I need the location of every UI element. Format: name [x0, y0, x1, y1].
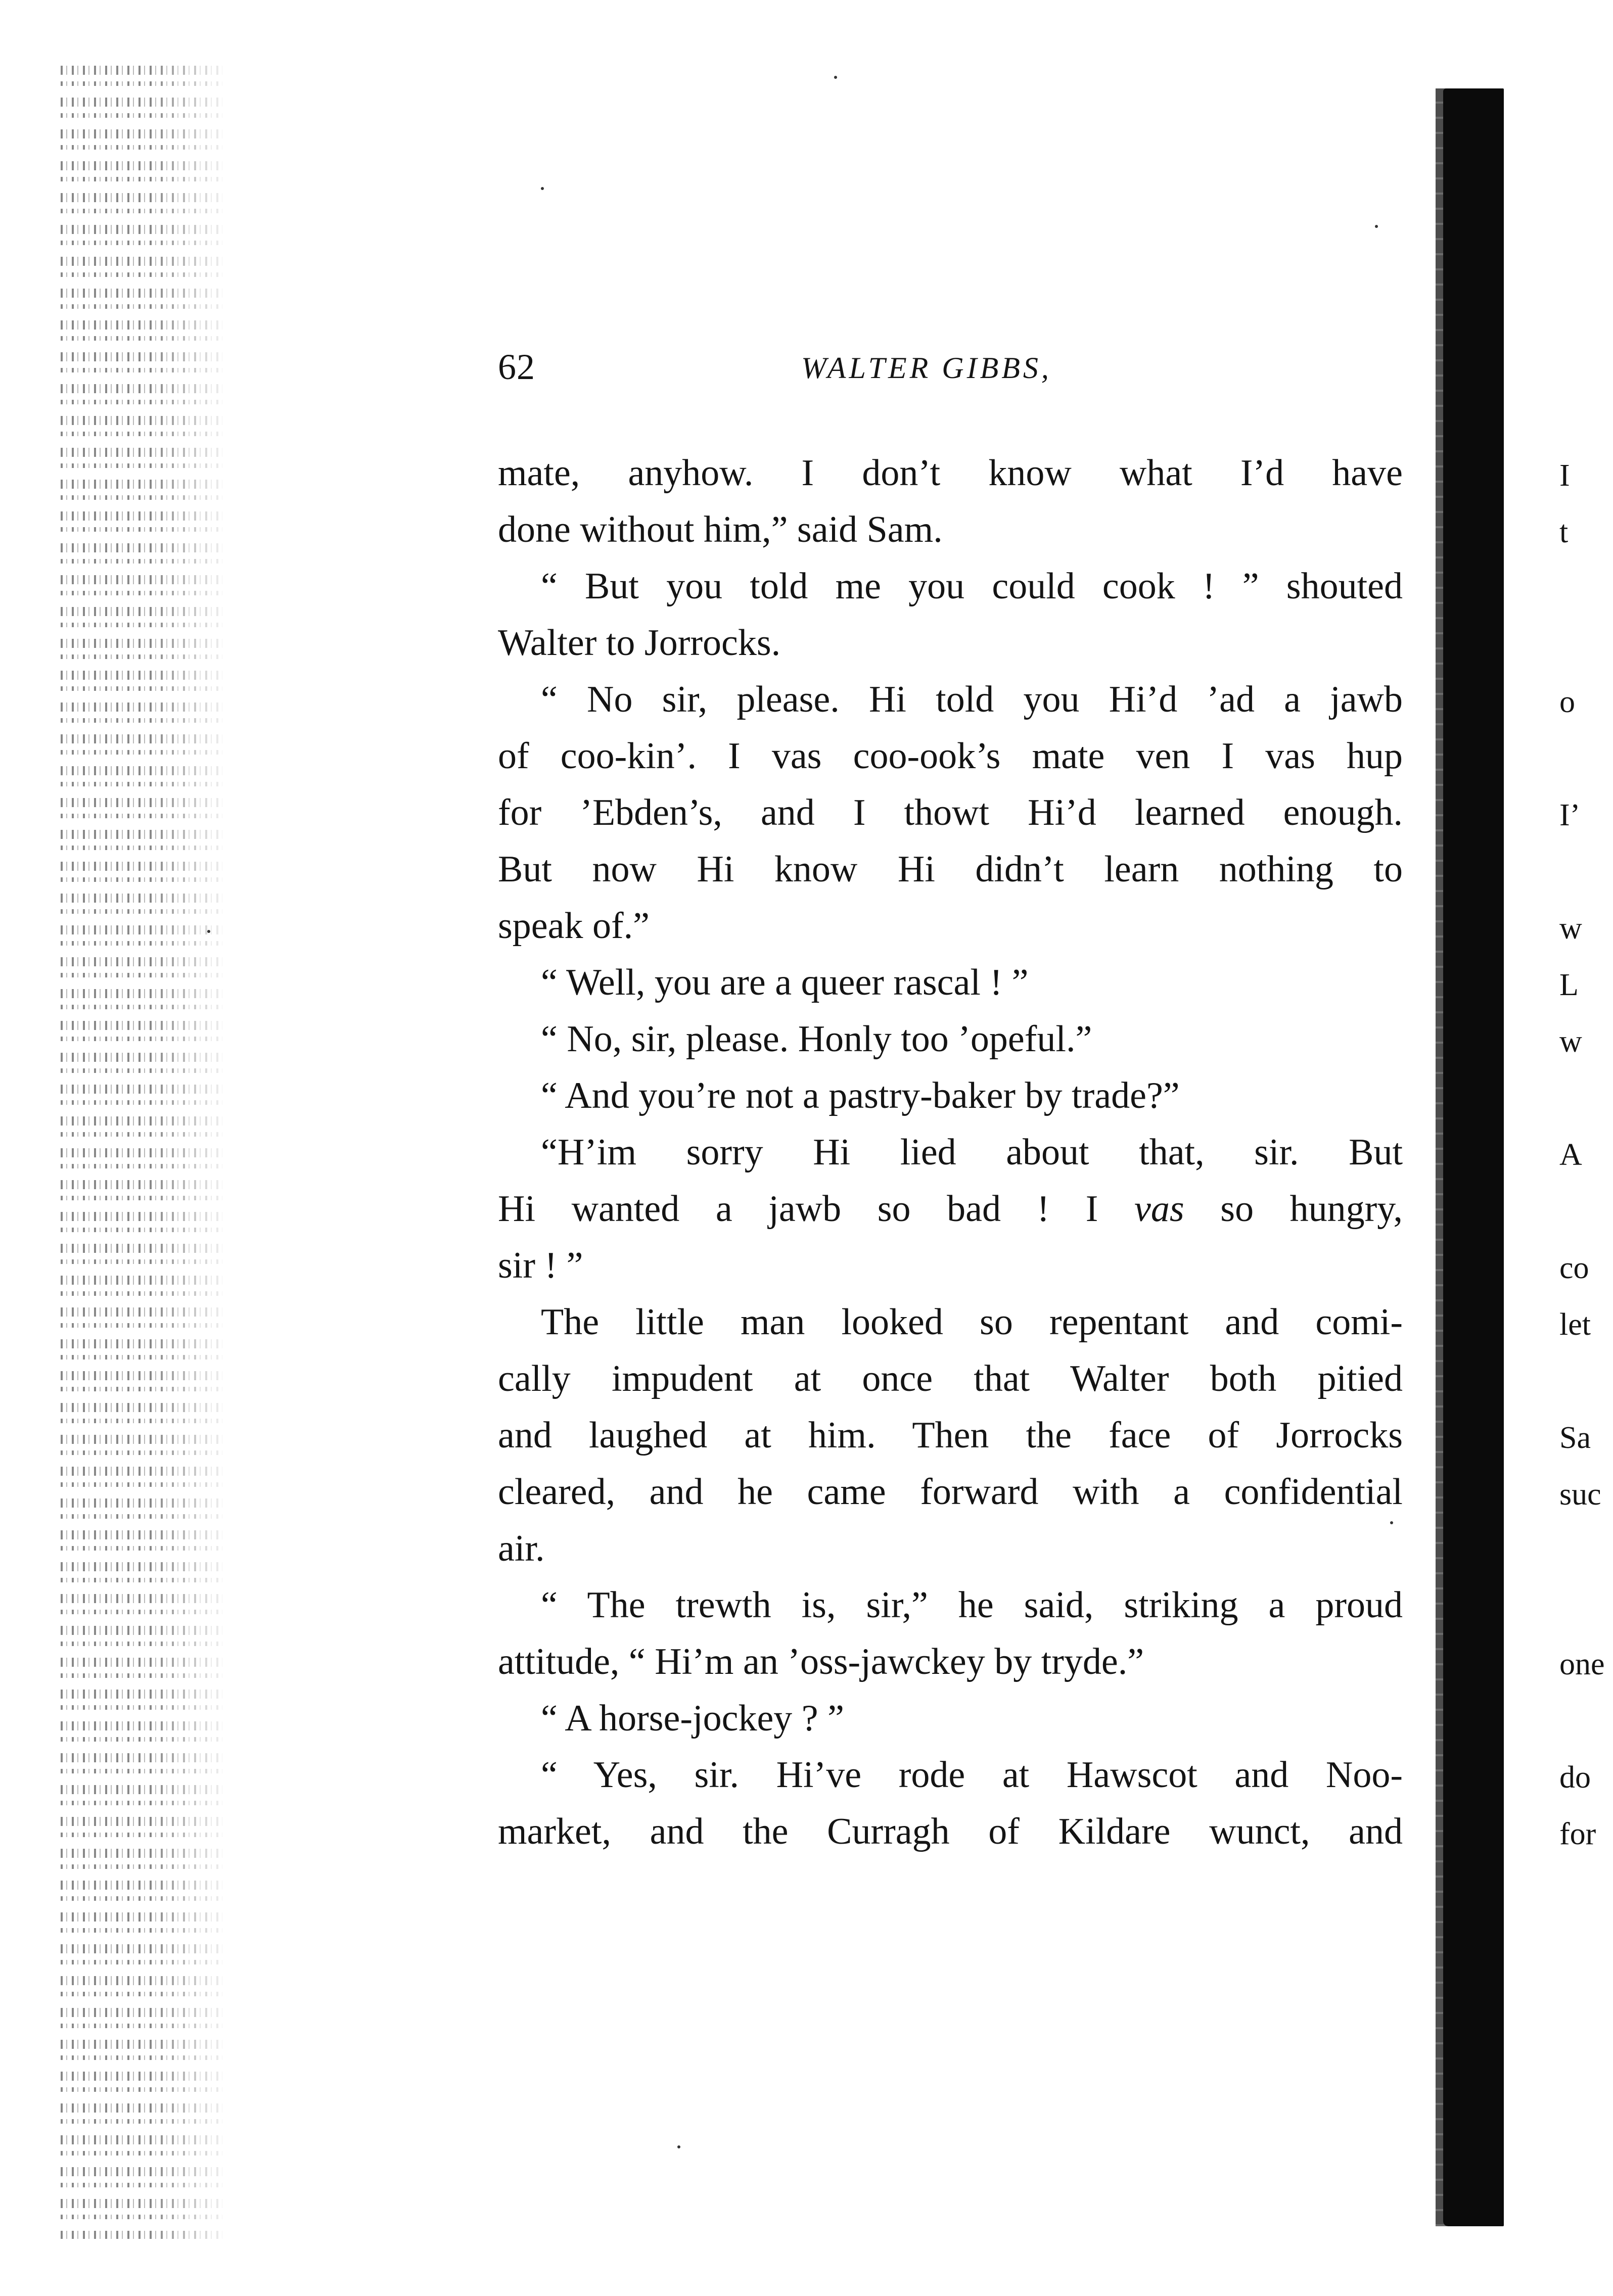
text-line: But now Hi know Hi didn’t learn nothing to — [498, 849, 1403, 890]
text-line: The little man looked so repentant and comi- — [541, 1301, 1403, 1343]
neighbor-fragment: t — [1559, 515, 1569, 549]
neighbor-fragment: Sa — [1559, 1421, 1591, 1455]
neighbor-fragment: w — [1559, 911, 1582, 946]
text-line: market, and the Curragh of Kildare wunct, and — [498, 1811, 1403, 1852]
neighbor-fragment: I — [1559, 458, 1570, 493]
text-line: cally impudent at once that Walter both pitied — [498, 1358, 1403, 1399]
neighbor-fragment: o — [1559, 685, 1575, 719]
text-line: cleared, and he came forward with a confidential — [498, 1471, 1403, 1513]
text-line: speak of.” — [498, 905, 650, 947]
neighbor-fragment: I’ — [1559, 798, 1581, 832]
neighbor-fragment: w — [1559, 1024, 1582, 1059]
left-edge-fade — [152, 66, 233, 2239]
neighbor-fragment: for — [1559, 1817, 1596, 1851]
text-line: done without him,” said Sam. — [498, 509, 943, 550]
text-line: “ A horse-jockey ? ” — [541, 1698, 844, 1739]
neighbor-fragment: one — [1559, 1647, 1605, 1681]
text-line: “H’im sorry Hi lied about that, sir. But — [541, 1132, 1403, 1173]
text-line: “ Yes, sir. Hi’ve rode at Hawscot and Noo- — [541, 1754, 1403, 1796]
right-binding-strip — [1443, 88, 1504, 2226]
text-line: “ The trewth is, sir,” he said, striking a proud — [541, 1584, 1403, 1626]
neighbor-fragment: do — [1559, 1760, 1591, 1795]
neighbor-fragment: let — [1559, 1307, 1591, 1342]
text-line: Walter to Jorrocks. — [498, 622, 781, 664]
text-line: mate, anyhow. I don’t know what I’d have — [498, 452, 1403, 494]
neighbor-fragment: A — [1559, 1138, 1582, 1172]
scan-speck — [541, 187, 544, 190]
scan-speck — [834, 76, 837, 79]
text-line: “ No sir, please. Hi told you Hi’d ’ad a jawb — [541, 679, 1403, 720]
page-number: 62 — [498, 347, 535, 387]
italic-word: vas — [1134, 1188, 1184, 1230]
text-line: “ Well, you are a queer rascal ! ” — [541, 962, 1029, 1003]
text-line: of coo-kin’. I vas coo-ook’s mate ven I vas hup — [498, 735, 1403, 777]
text-line: Hi wanted a jawb so bad ! I vas so hungry, — [498, 1188, 1403, 1230]
scan-speck — [207, 930, 210, 933]
running-title: WALTER GIBBS, — [801, 351, 1052, 385]
text-line: and laughed at him. Then the face of Jorrocks — [498, 1415, 1403, 1456]
text-line: “ And you’re not a pastry-baker by trade?” — [541, 1075, 1180, 1116]
neighbor-fragment: co — [1559, 1251, 1589, 1285]
text-line: “ But you told me you could cook ! ” shouted — [541, 566, 1403, 607]
scan-speck — [1390, 1521, 1393, 1524]
text-line: sir ! ” — [498, 1245, 583, 1286]
text-line: “ No, sir, please. Honly too ’opeful.” — [541, 1018, 1092, 1060]
neighbor-fragment: L — [1559, 968, 1579, 1002]
text-line: air. — [498, 1528, 545, 1569]
scan-speck — [1375, 225, 1378, 228]
scan-speck — [677, 2145, 680, 2148]
text-line: for ’Ebden’s, and I thowt Hi’d learned enough. — [498, 792, 1403, 833]
body-text — [498, 445, 1403, 1860]
neighbor-fragment: suc — [1559, 1477, 1601, 1512]
text-line: attitude, “ Hi’m an ’oss-jawckey by tryde.” — [498, 1641, 1144, 1682]
